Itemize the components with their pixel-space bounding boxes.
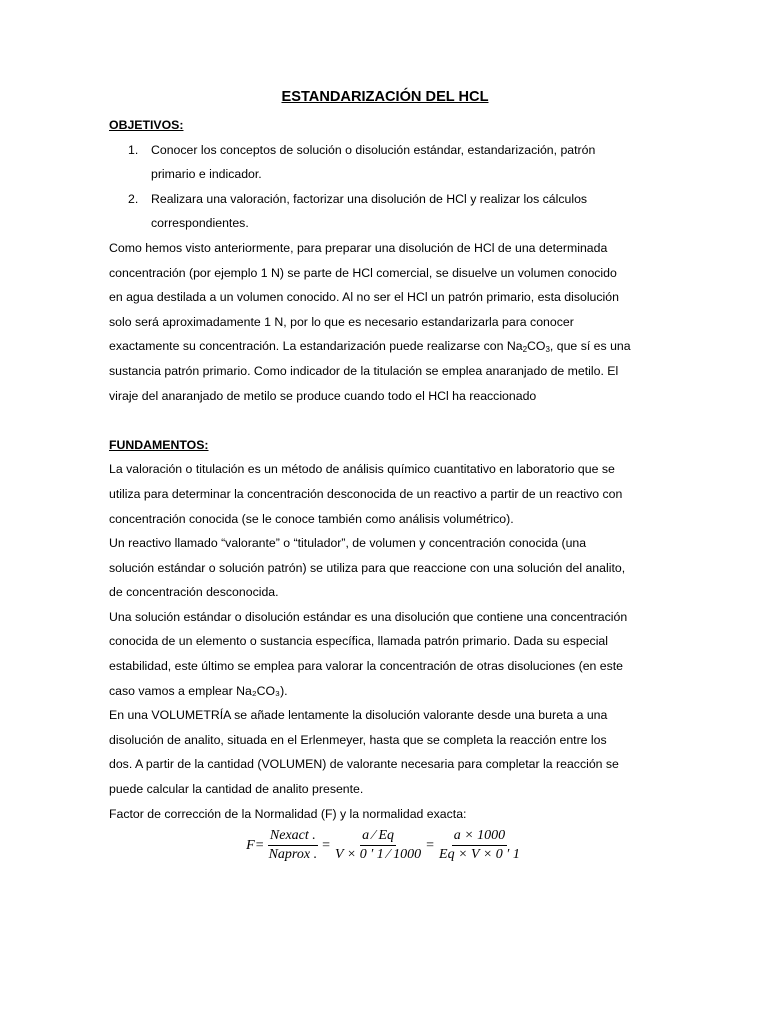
paragraph-line: utiliza para determinar la concentración desconocida de un reactivo a partir de un reactivo con (109, 486, 623, 501)
fraction-denominator: Eq × V × 0 ′ 1 (439, 847, 520, 863)
fundamentos-text (109, 457, 661, 826)
objective-number: 1. (128, 142, 139, 157)
paragraph-line: Como hemos visto anteriormente, para preparar una disolución de HCl de una determinada (109, 240, 608, 255)
objective-item (109, 187, 661, 236)
paragraph-line: La valoración o titulación es un método de análisis químico cuantitativo en laboratorio que se (109, 462, 615, 477)
paragraph-line: conocida de un elemento o sustancia específica, llamada patrón primario. Dada su especial (109, 634, 608, 649)
fraction-denominator: Naprox . (268, 847, 318, 863)
fraction-numerator: a × 1000 (452, 828, 507, 846)
intro-paragraph (109, 236, 661, 408)
paragraph-line: viraje del anaranjado de metilo se produce cuando todo el HCl ha reaccionado (109, 388, 537, 403)
paragraph-line: dos. A partir de la cantidad (VOLUMEN) de valorante necesaria para completar la reacción se (109, 757, 619, 772)
paragraph-line: solo será aproximadamente 1 N, por lo que es necesario estandarizarla para conocer (109, 314, 574, 329)
fraction-numerator: a ⁄ Eq (360, 828, 396, 846)
objective-item (109, 138, 661, 187)
objective-number: 2. (128, 191, 139, 206)
fraction-simplified (437, 828, 522, 863)
paragraph-line: En una VOLUMETRÍA se añade lentamente la disolución valorante desde una bureta a una (109, 708, 608, 723)
fraction-numerator: Nexact . (268, 828, 318, 846)
paragraph-line: estabilidad, este último se emplea para valorar la concentración de otras disoluciones (en este (109, 659, 624, 674)
paragraph-line: en agua destilada a un volumen conocido. Al no ser el HCl un patrón primario, esta disolución (109, 290, 619, 305)
objective-text-line: primario e indicador. (151, 167, 262, 182)
fraction-normality (267, 828, 319, 863)
paragraph-line: disolución de analito, situada en el Erlenmeyer, hasta que se completa la reacción entre los (109, 732, 607, 747)
objective-text-line: correspondientes. (151, 216, 249, 231)
objective-text-line: Realizara una valoración, factorizar una disolución de HCl y realizar los cálculos (151, 191, 588, 206)
correction-factor-formula (109, 828, 661, 863)
objective-text-line: Conocer los conceptos de solución o disolución estándar, estandarización, patrón (151, 142, 596, 157)
fundamentos-heading: FUNDAMENTOS: (109, 437, 209, 452)
equals-sign: = (426, 837, 435, 853)
fraction-denominator: V × 0 ′ 1 ⁄ 1000 (334, 847, 422, 863)
subscript: 2 (522, 345, 528, 355)
paragraph-line (109, 334, 661, 359)
paragraph-line-text: exactamente su concentración. La estandarización puede realizarse con Na (109, 339, 523, 354)
paragraph-line-text: CO (527, 339, 546, 354)
paragraph-line: de concentración desconocida. (109, 585, 279, 600)
paragraph-line: concentración (por ejemplo 1 N) se parte de HCl comercial, se disuelve un volumen conocido (109, 265, 617, 280)
equals-sign: = (255, 837, 264, 853)
paragraph-line: puede calcular la cantidad de analito presente. (109, 782, 364, 797)
paragraph-line: concentración conocida (se le conoce también como análisis volumétrico). (109, 511, 514, 526)
objectives-list (109, 138, 661, 236)
paragraph-line: Factor de corrección de la Normalidad (F) y la normalidad exacta: (109, 806, 467, 821)
paragraph-line: Una solución estándar o disolución estándar es una disolución que contiene una concentración (109, 609, 628, 624)
paragraph-line: solución estándar o solución patrón) se utiliza para que reaccione con una solución del analito, (109, 560, 626, 575)
paragraph-line: Un reactivo llamado “valorante” o “titulador”, de volumen y concentración conocida (una (109, 536, 587, 551)
objectives-heading: OBJETIVOS: (109, 118, 184, 132)
blank-line (109, 408, 661, 433)
paragraph-line-text: , que sí es una (549, 339, 631, 354)
formula-lhs: F (246, 837, 255, 853)
fraction-equivalents (333, 828, 423, 863)
paragraph-line: sustancia patrón primario. Como indicador de la titulación se emplea anaranjado de metilo. El (109, 363, 619, 378)
subscript: 3 (545, 345, 550, 355)
paragraph-line: caso vamos a emplear Na₂CO₃). (109, 683, 288, 698)
document-body (109, 85, 661, 863)
equals-sign: = (322, 837, 330, 853)
document-title: ESTANDARIZACIÓN DEL HCL (281, 89, 489, 105)
